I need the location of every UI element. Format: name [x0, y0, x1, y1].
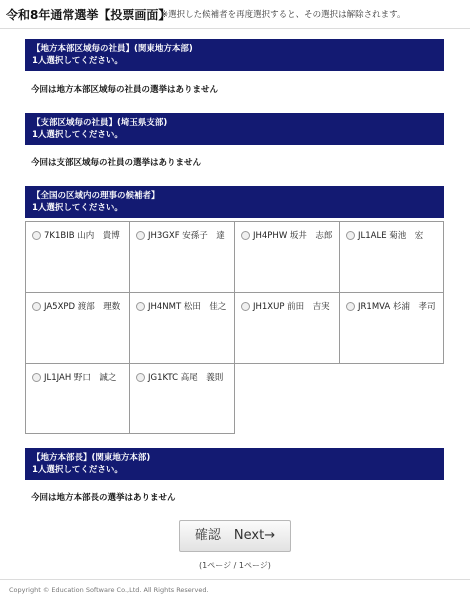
radio-button[interactable]	[136, 373, 145, 382]
candidate-label: JG1KTC 高尾 義則	[148, 373, 224, 383]
candidate-option[interactable]	[339, 292, 444, 364]
candidate-label: JH1XUP 前田 吉実	[253, 302, 330, 312]
candidate-grid	[25, 221, 444, 434]
confirm-next-button[interactable]: 確認 Next→	[179, 520, 291, 552]
candidate-option[interactable]	[129, 363, 235, 434]
candidate-option[interactable]	[129, 221, 235, 293]
radio-button[interactable]	[136, 231, 145, 240]
candidate-option[interactable]	[129, 292, 235, 364]
section-header-regional-members	[25, 39, 444, 71]
page-header	[0, 0, 470, 29]
candidate-label: 7K1BIB 山内 貴博	[44, 231, 120, 241]
section-title: 【地方本部長】(関東地方本部)	[32, 453, 151, 463]
section-header-branch-members	[25, 113, 444, 145]
section-instruction: 1人選択してください。	[32, 130, 123, 140]
radio-button[interactable]	[136, 302, 145, 311]
radio-button[interactable]	[241, 302, 250, 311]
copyright-text: Copyright © Education Software Co.,Ltd. All Rights Reserved.	[9, 586, 209, 594]
candidate-label: JL1JAH 野口 誠之	[44, 373, 117, 383]
section-instruction: 1人選択してください。	[32, 56, 123, 66]
radio-button[interactable]	[346, 302, 355, 311]
candidate-option[interactable]	[25, 221, 130, 293]
page-title: 令和8年通常選挙【投票画面】	[6, 8, 171, 22]
section-title: 【支部区域毎の社員】(埼玉県支部)	[32, 118, 168, 128]
candidate-option[interactable]	[25, 363, 130, 434]
section-header-national-directors	[25, 186, 444, 218]
section-instruction: 1人選択してください。	[32, 465, 123, 475]
radio-button[interactable]	[32, 302, 41, 311]
candidate-label: JH4PHW 坂井 志郎	[253, 231, 333, 241]
candidate-label: JL1ALE 菊池 宏	[358, 231, 424, 241]
footer	[0, 579, 470, 601]
candidate-label: JH3GXF 安孫子 達	[148, 231, 225, 241]
no-election-message: 今回は地方本部長の選挙はありません	[31, 493, 176, 503]
section-title: 【地方本部区域毎の社員】(関東地方本部)	[32, 44, 193, 54]
page-indicator: (1ページ / 1ページ)	[199, 561, 271, 570]
section-header-regional-director	[25, 448, 444, 480]
radio-button[interactable]	[241, 231, 250, 240]
radio-button[interactable]	[32, 373, 41, 382]
candidate-option[interactable]	[25, 292, 130, 364]
no-election-message: 今回は支部区域毎の社員の選挙はありません	[31, 158, 202, 168]
section-title: 【全国の区域内の理事の候補者】	[32, 191, 160, 201]
no-election-message: 今回は地方本部区域毎の社員の選挙はありません	[31, 85, 219, 95]
deselect-note: ※選択した候補者を再度選択すると、その選択は解除されます。	[161, 10, 406, 20]
candidate-option[interactable]	[234, 221, 340, 293]
candidate-option[interactable]	[234, 292, 340, 364]
candidate-label: JA5XPD 渡部 理数	[44, 302, 121, 312]
candidate-label: JH4NMT 松田 佳之	[148, 302, 227, 312]
radio-button[interactable]	[346, 231, 355, 240]
candidate-option[interactable]	[339, 221, 444, 293]
radio-button[interactable]	[32, 231, 41, 240]
section-instruction: 1人選択してください。	[32, 203, 123, 213]
candidate-label: JR1MVA 杉浦 孝司	[358, 302, 436, 312]
